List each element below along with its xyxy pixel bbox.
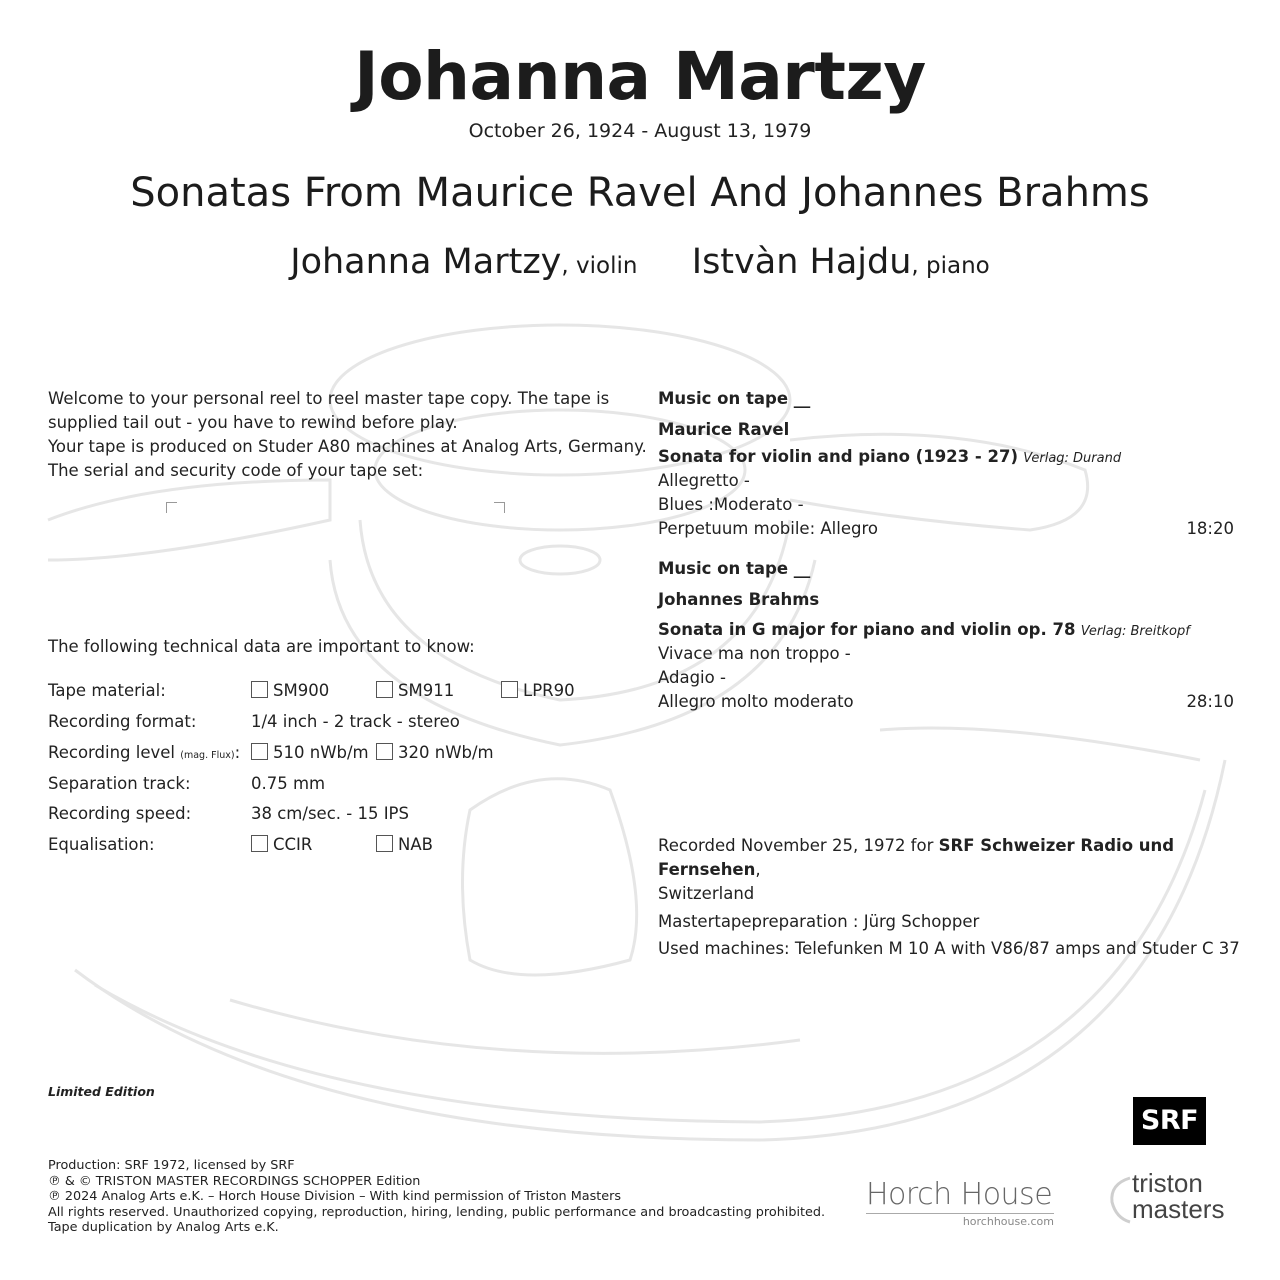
credit-line: Tape duplication by Analog Arts e.K. — [48, 1220, 279, 1235]
side2-movement: Adagio - — [658, 668, 726, 687]
welcome-line: supplied tail out - you have to rewind before play. — [48, 413, 458, 432]
triston-arc-icon — [1108, 1176, 1132, 1224]
checkbox-sm911[interactable]: SM911 — [376, 681, 454, 700]
srf-logo: SRF — [1133, 1097, 1206, 1145]
checkbox-icon — [376, 681, 393, 698]
checkbox-icon — [251, 681, 268, 698]
credit-line: Production: SRF 1972, licensed by SRF — [48, 1158, 295, 1173]
side1-piece: Sonata for violin and piano (1923 - 27) Verlag: Durand — [658, 447, 1122, 466]
page-title: Johanna Martzy — [354, 38, 926, 115]
checkbox-ccir[interactable]: CCIR — [251, 835, 312, 854]
music-side-2 — [658, 557, 1234, 714]
credits-block — [48, 1158, 825, 1236]
side2-movement: Vivace ma non troppo - — [658, 644, 851, 663]
serial-code-frame-left — [166, 502, 177, 513]
checkbox-icon — [376, 743, 393, 760]
recording-format-label: Recording format: — [48, 712, 197, 731]
horch-house-logo — [866, 1177, 1054, 1228]
credit-line: ℗ 2024 Analog Arts e.K. – Horch House Division – With kind permission of Triston Masters — [48, 1189, 622, 1204]
separation-label: Separation track: — [48, 774, 191, 793]
checkbox-icon — [376, 835, 393, 852]
side2-movement-last: Allegro molto moderato 28:10 — [658, 690, 1234, 714]
checkbox-lpr90[interactable]: LPR90 — [501, 681, 575, 700]
side2-composer: Johannes Brahms — [658, 590, 820, 609]
side1-duration: 18:20 — [1186, 519, 1234, 538]
side1-movement: Allegretto - — [658, 471, 750, 490]
recording-notes — [658, 834, 1248, 961]
recorded-country: Switzerland — [658, 884, 755, 903]
checkbox-icon — [251, 835, 268, 852]
side2-piece: Sonata in G major for piano and violin op. 78 Verlag: Breitkopf — [658, 620, 1190, 639]
speed-label: Recording speed: — [48, 804, 192, 823]
limited-edition-label: Limited Edition — [48, 1084, 155, 1099]
side1-composer: Maurice Ravel — [658, 420, 790, 439]
performers-line — [0, 242, 1280, 282]
welcome-line: The serial and security code of your tape set: — [48, 461, 424, 480]
side1-movement: Blues :Moderato - — [658, 495, 804, 514]
tech-intro: The following technical data are important to know: — [48, 637, 475, 656]
checkbox-510[interactable]: 510 nWb/m — [251, 743, 369, 762]
welcome-line: Your tape is produced on Studer A80 machines at Analog Arts, Germany. — [48, 437, 647, 456]
credit-line: ℗ & © TRISTON MASTER RECORDINGS SCHOPPER Edition — [48, 1173, 421, 1189]
equalisation-label: Equalisation: — [48, 835, 155, 854]
checkbox-icon — [251, 743, 268, 760]
checkbox-sm900[interactable]: SM900 — [251, 681, 329, 700]
welcome-text — [48, 387, 647, 483]
triston-text: triston masters — [1132, 1168, 1225, 1224]
credit-line: All rights reserved. Unauthorized copying, reproduction, hiring, lending, public performance and broadcasting prohibited. — [48, 1204, 826, 1220]
speed-value: 38 cm/sec. - 15 IPS — [251, 804, 409, 823]
machines-line: Used machines: Telefunken M 10 A with V86/87 amps and Studer C 37 — [658, 939, 1240, 958]
separation-value: 0.75 mm — [251, 774, 326, 793]
mastering-line: Mastertapepreparation : Jürg Schopper — [658, 912, 980, 931]
music-side-1 — [658, 387, 1234, 541]
welcome-line: Welcome to your personal reel to reel master tape copy. The tape is — [48, 389, 610, 408]
performer1-role: , violin — [561, 253, 638, 279]
horch-house-url: horchhouse.com — [962, 1215, 1054, 1228]
horch-house-name: Horch House — [866, 1177, 1053, 1212]
tape-material-label: Tape material: — [48, 681, 166, 700]
side2-duration: 28:10 — [1186, 692, 1234, 711]
serial-code-frame-right — [494, 502, 505, 513]
checkbox-320[interactable]: 320 nWb/m — [376, 743, 494, 762]
side1-movement-last: Perpetuum mobile: Allegro 18:20 — [658, 517, 1234, 541]
checkbox-nab[interactable]: NAB — [376, 835, 433, 854]
performer2-role: , piano — [911, 253, 990, 279]
side1-heading: Music on tape __ — [658, 389, 811, 408]
recording-level-label: Recording level (mag. Flux): — [48, 743, 241, 762]
recording-format-value: 1/4 inch - 2 track - stereo — [251, 712, 460, 731]
performer1-name: Johanna Martzy — [290, 242, 562, 282]
side2-heading: Music on tape __ — [658, 559, 811, 578]
recorded-line: Recorded November 25, 1972 for SRF Schweizer Radio und Fernsehen, — [658, 836, 1175, 879]
performer2-name: Istvàn Hajdu — [691, 242, 912, 282]
program-title: Sonatas From Maurice Ravel And Johannes Brahms — [130, 170, 1150, 216]
artist-dates: October 26, 1924 - August 13, 1979 — [468, 120, 812, 142]
checkbox-icon — [501, 681, 518, 698]
